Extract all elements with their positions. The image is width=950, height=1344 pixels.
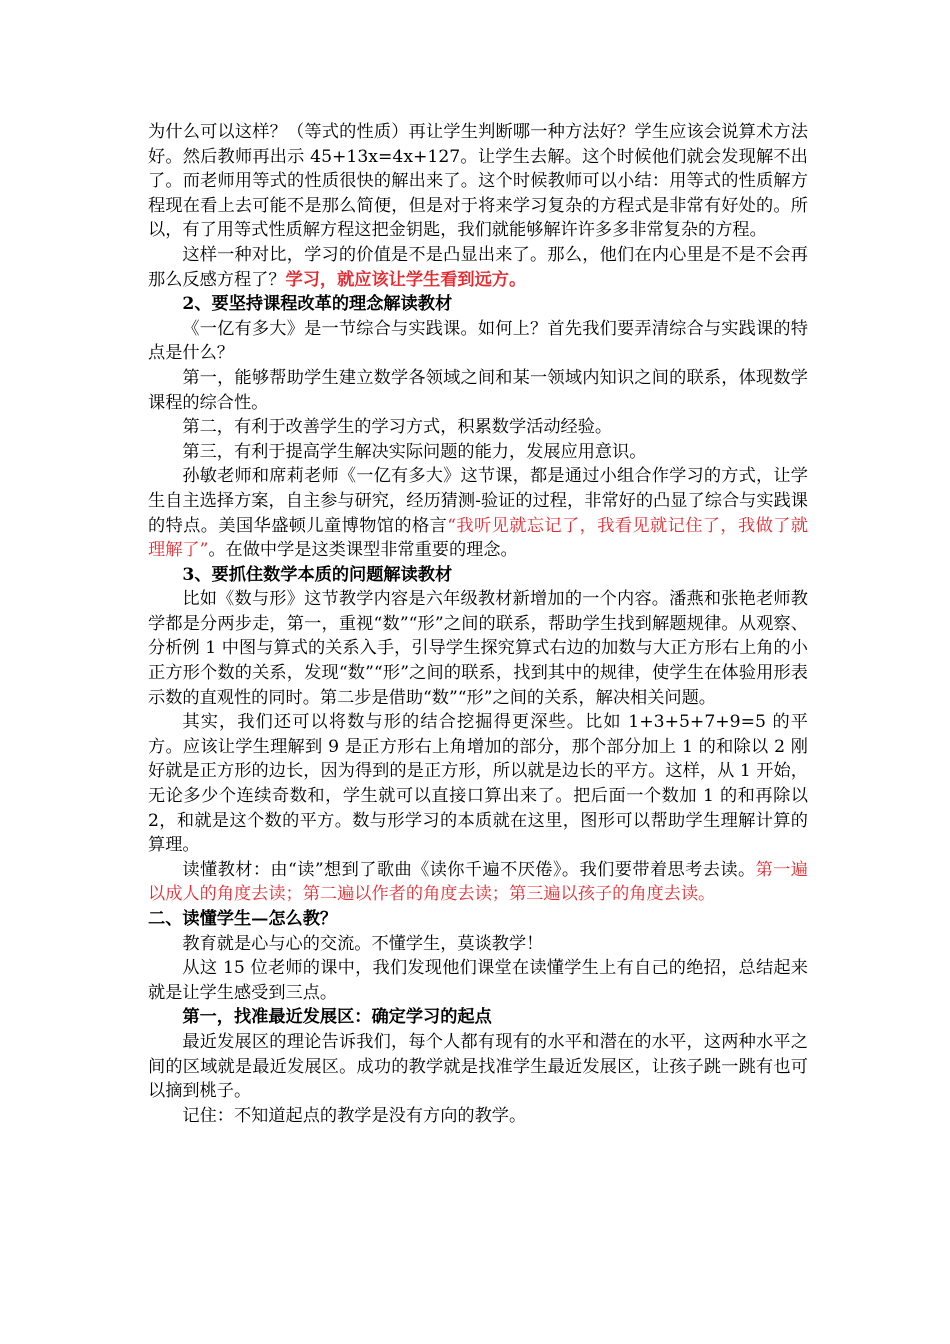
text-run: 教育就是心与心的交流。不懂学生，莫谈教学！ — [182, 933, 544, 954]
text-run: 2、要坚持课程改革的理念解读教材 — [182, 294, 453, 315]
paragraph — [148, 317, 808, 366]
text-run: 这样一种对比，学习的价值是不是凸显出来了。那么，他们在内心里是不是不会再那么反感方程了？ — [148, 244, 808, 290]
text-run: 从这 15 位老师的课中，我们发现他们课堂在读懂学生上有自己的绝招，总结起来就是让学生感受到三点。 — [148, 958, 808, 1003]
paragraph — [148, 956, 808, 1005]
paragraph — [148, 243, 808, 292]
paragraph — [148, 932, 808, 957]
text-run: 孙敏老师和席莉老师《一亿有多大》这节课，都是通过小组合作学习的方式，让学生自主选择方案，自主参与研究，经历猜测-验证的过程，非常好的凸显了综合与实践课的特点。美国华盛顿儿童博物馆的格言 — [148, 466, 808, 536]
text-run: 《一亿有多大》是一节综合与实践课。如何上？首先我们要弄清综合与实践课的特点是什么？ — [148, 318, 808, 364]
text-run: 二、读懂学生—怎么教？ — [148, 909, 338, 929]
paragraph — [148, 440, 808, 465]
paragraph — [148, 366, 808, 415]
paragraph — [148, 858, 808, 907]
text-run: 为什么可以这样？（等式的性质）再让学生判断哪一种方法好？学生应该会说算术方法好。然后教师再出示 45+13x=4x+127。让学生去解。这个时候他们就会发现解不出了。而老师用等式的性质很快的解出来了。这个时候教师可以小结：用等式的性质解方程现在看上去可能不是那么简便，但是对于将来学习复杂的方程式是非常有好处的。所以，有了用等式性质解方程这把金钥匙，我们就能够解许许多多非常复杂的方程。 — [148, 122, 808, 241]
paragraph — [148, 1104, 808, 1129]
paragraph — [148, 1030, 808, 1104]
highlighted-text: 第一遍以成人的角度去读；第二遍以作者的角度去读；第三遍以孩子的角度去读。 — [148, 859, 808, 905]
paragraph — [148, 464, 808, 562]
paragraph — [148, 120, 808, 243]
text-run: 记住：不知道起点的教学是没有方向的教学。 — [182, 1105, 527, 1126]
document-page — [148, 120, 808, 1128]
paragraph — [148, 415, 808, 440]
text-run: 其实，我们还可以将数与形的结合挖掘得更深些。比如 1+3+5+7+9=5 的平方。应该让学生理解到 9 是正方形右上角增加的部分，那个部分加上 1 的和除以 2 刚好就是正方形的边长，因为得到的是正方形，所以就是边长的平方。这样，从 1 开始，无论多少个连续奇数和，学生就可以直接口算出来了。把后面一个数加 1 的和再除以 2，和就是这个数的平方。数与形学习的本质就在这里，图形可以帮助学生理解计算的算理。 — [148, 712, 808, 856]
text-run: 第一，找准最近发展区：确定学习的起点 — [182, 1007, 492, 1028]
paragraph — [148, 710, 808, 858]
section-heading — [148, 563, 808, 588]
text-run: 第三，有利于提高学生解决实际问题的能力，发展应用意识。 — [182, 441, 647, 462]
text-run: 。在做中学是这类课型非常重要的理念。 — [208, 540, 518, 561]
section-heading — [148, 292, 808, 317]
text-run: 第二，有利于改善学生的学习方式，积累数学活动经验。 — [182, 417, 613, 438]
paragraph — [148, 587, 808, 710]
highlighted-text: 学习，就应该让学生看到远方。 — [285, 269, 527, 290]
text-run: 最近发展区的理论告诉我们，每个人都有现有的水平和潜在的水平，这两种水平之间的区域就是最近发展区。成功的教学就是找准学生最近发展区，让孩子跳一跳有也可以摘到桃子。 — [148, 1031, 808, 1102]
text-run: 读懂教材：由“读”想到了歌曲《读你千遍不厌倦》。我们要带着思考去读。 — [182, 859, 756, 880]
text-run: 比如《数与形》这节教学内容是六年级教材新增加的一个内容。潘燕和张艳老师教学都是分两步走，第一，重视“数”“形”之间的联系，帮助学生找到解题规律。从观察、分析例 1 中图与算式的关系入手，引导学生探究算式右边的加数与大正方形右上角的小正方形个数的关系，发现“数”“形”之间的联系，找到其中的规律，使学生在体验用形表示数的直观性的同时。第二步是借助“数”“形”之间的关系，解决相关问题。 — [148, 589, 808, 708]
section-heading — [148, 1005, 808, 1030]
section-heading — [148, 907, 808, 932]
text-run: 第一，能够帮助学生建立数学各领域之间和某一领域内知识之间的联系，体现数学课程的综合性。 — [148, 367, 808, 413]
text-run: 3、要抓住数学本质的问题解读教材 — [182, 564, 453, 585]
highlighted-text: “我听见就忘记了，我看见就记住了，我做了就理解了” — [148, 515, 808, 561]
